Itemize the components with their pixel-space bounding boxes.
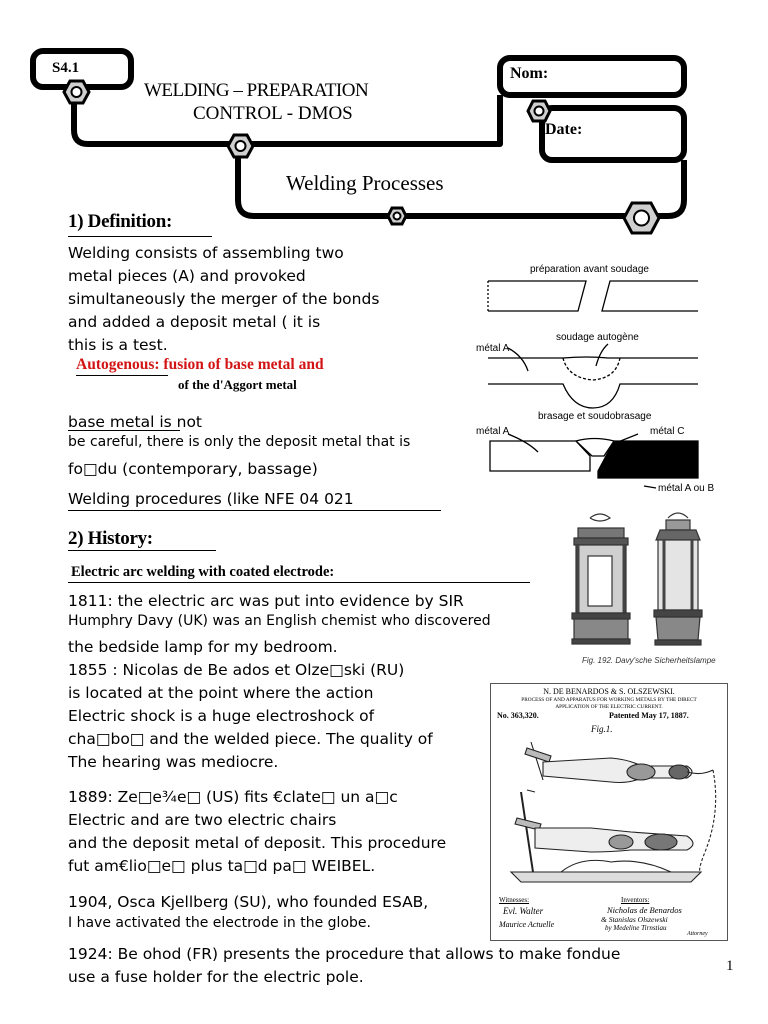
careful-line1: be careful, there is only the deposit metal that is [68, 434, 411, 450]
patent-witnesses: Witnesses: [499, 896, 530, 904]
definition-line: metal pieces (A) and provoked [68, 267, 306, 285]
metal-ab-label: métal A ou B [658, 483, 715, 494]
history-1811-b: Humphry Davy (UK) was an English chemist who discovered [68, 613, 491, 629]
history-heading-rule [68, 550, 216, 551]
history-1811-c: the bedside lamp for my bedroom. [68, 638, 338, 656]
definition-line: and added a deposit metal ( it is [68, 313, 321, 331]
patent-desc2: APPLICATION OF THE ELECTRIC CURRENT. [555, 704, 663, 710]
section-subtitle: Welding Processes [286, 171, 444, 195]
welding-procedures: Welding procedures (like NFE 04 021 [68, 490, 354, 508]
patent-drawing [491, 732, 727, 892]
definition-paragraph [68, 242, 488, 357]
history-1855 [68, 659, 488, 774]
metal-c-label: métal C [650, 426, 685, 437]
auto-label: soudage autogène [556, 332, 639, 343]
base-metal-note: base metal is not [68, 413, 203, 431]
prep-label: préparation avant soudage [530, 264, 649, 275]
weld-types-figure [468, 256, 718, 496]
patent-date: Patented May 17, 1887. [609, 711, 689, 720]
history-1904-b: I have activated the electrode in the globe. [68, 915, 371, 931]
history-1924-a: 1924: Be ohod (FR) presents the procedure that allows to make fondue [68, 945, 621, 963]
patent-desc1: PROCESS OF AND APPARATUS FOR WORKING METALS BY THE DIRECT [521, 697, 697, 703]
brasage-label: brasage et soudobrasage [538, 411, 652, 422]
autogenous-line1: Autogenous: fusion of base metal and [76, 356, 324, 373]
careful-line2: fo□du (contemporary, bassage) [68, 460, 318, 478]
inventor-signature-1: Nicholas de Benardos [607, 905, 682, 915]
history-1855-line: cha□bo□ and the welded piece. The quality of [68, 730, 433, 748]
metal-a-label: métal A [476, 343, 510, 354]
document-title-line1: WELDING – PREPARATION [144, 80, 369, 101]
autogenous-underline [76, 375, 168, 376]
lamp-caption: Fig. 192. Davy'sche Sicherheitslampe [582, 656, 716, 665]
patent-names: N. DE BENARDOS & S. OLSZEWSKI. [543, 687, 675, 696]
inventor-signature-4: Attorney [687, 931, 708, 937]
definition-line: Welding consists of assembling two [68, 244, 344, 262]
history-subheading-rule [68, 582, 530, 583]
history-subheading: Electric arc welding with coated electrode: [71, 564, 335, 580]
document-title-line2: CONTROL - DMOS [193, 103, 353, 124]
davy-lamp-figure [560, 510, 730, 670]
history-1889-line: 1889: Ze□e¾e□ (US) fits €clate□ un a□c [68, 788, 398, 806]
history-1889-line: fut am€lio□e□ plus ta□d pa□ WEIBEL. [68, 857, 376, 875]
patent-figure [490, 683, 728, 941]
patent-fig-label: Fig.1. [591, 724, 613, 734]
bras-plate-left [490, 441, 590, 471]
procedures-underline [68, 510, 441, 511]
witness-signature-2: Maurice Actuelle [499, 920, 555, 929]
auto-bead [488, 384, 698, 408]
history-1904-a: 1904, Osca Kjellberg (SU), who founded ESAB, [68, 893, 429, 911]
prep-plate-left [488, 281, 586, 311]
history-1855-line: 1855 : Nicolas de Be ados et Olze□ski (RU) [68, 661, 405, 679]
autogenous-line2: of the d'Aggort metal [178, 377, 297, 392]
definition-heading: 1) Definition: [68, 211, 172, 232]
history-1889-line: Electric and are two electric chairs [68, 811, 337, 829]
date-label: Date: [545, 121, 583, 138]
bras-metal-b [598, 441, 698, 478]
nom-label: Nom: [510, 65, 549, 82]
metal-a-label-2: métal A [476, 426, 510, 437]
course-code: S4.1 [52, 60, 80, 76]
patent-number: No. 363,320. [497, 711, 539, 720]
base-metal-underline [68, 430, 180, 431]
witness-signature-1: Evl. Walter [503, 906, 544, 916]
patent-inventors: Inventors: [621, 896, 650, 904]
history-1855-line: is located at the point where the action [68, 684, 374, 702]
history-1811-a: 1811: the electric arc was put into evidence by SIR [68, 592, 464, 610]
prep-plate-right [602, 281, 698, 311]
definition-line: simultaneously the merger of the bonds [68, 290, 380, 308]
inventor-signature-3: by Medeline Tirnstiau [605, 924, 667, 932]
history-1889 [68, 786, 488, 878]
history-1889-line: and the deposit metal of deposit. This procedure [68, 834, 447, 852]
history-1924-b: use a fuse holder for the electric pole. [68, 968, 364, 986]
page-number: 1 [726, 958, 734, 974]
history-1855-line: Electric shock is a huge electroshock of [68, 707, 375, 725]
history-1855-line: The hearing was mediocre. [68, 753, 279, 771]
definition-line: this is a test. [68, 336, 168, 354]
inventor-signature-2: & Stanislas Olszewski [601, 915, 668, 924]
history-heading: 2) History: [68, 528, 153, 549]
definition-heading-rule [68, 236, 212, 237]
